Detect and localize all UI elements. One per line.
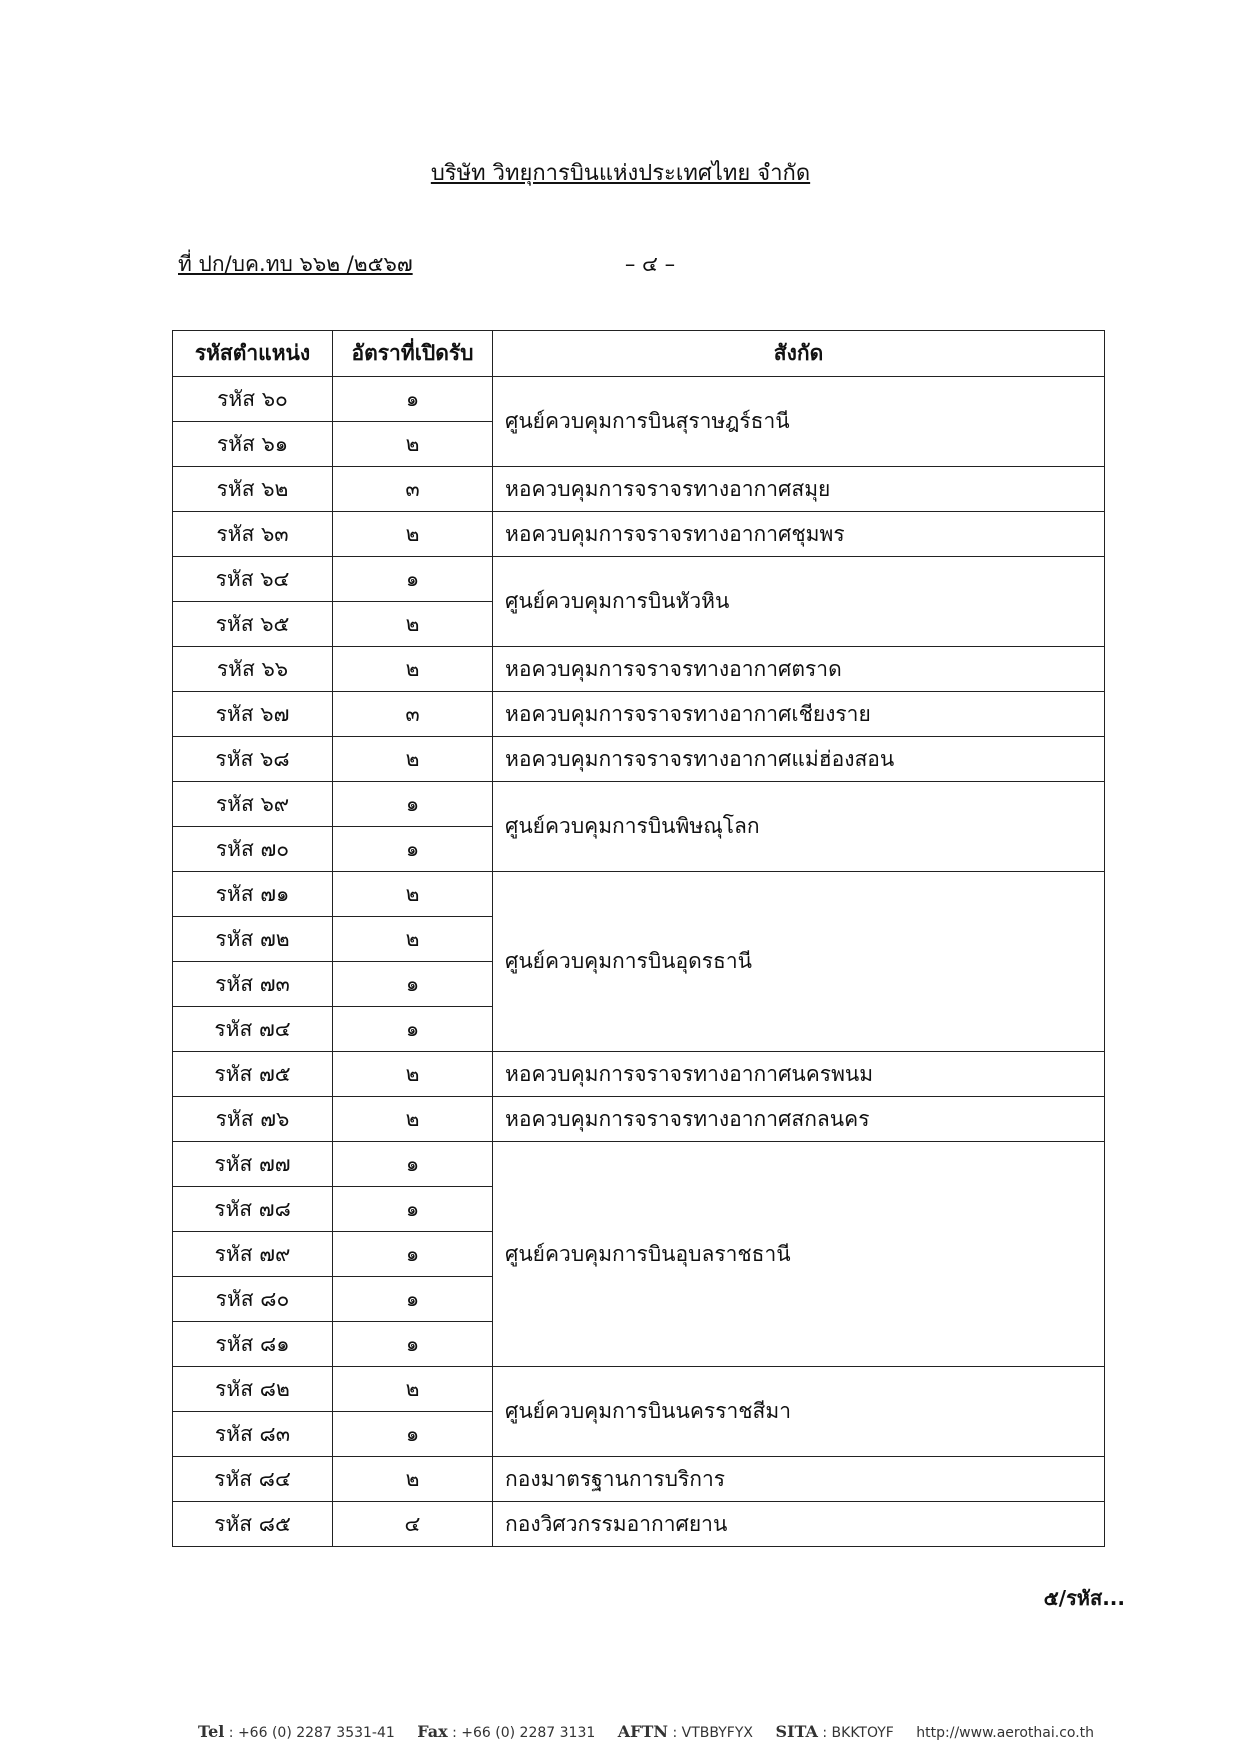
position-code: รหัส ๘๑ [173,1322,333,1367]
opening-count: ๑ [333,782,493,827]
aftn-value: : VTBBYFYX [672,1725,753,1741]
table-row [173,1052,1105,1097]
affiliation: หอควบคุมการจราจรทางอากาศสมุย [493,467,1105,512]
opening-count: ๑ [333,1232,493,1277]
website-link[interactable]: http://www.aerothai.co.th [916,1725,1095,1741]
position-code: รหัส ๗๗ [173,1142,333,1187]
affiliation: กองมาตรฐานการบริการ [493,1457,1105,1502]
affiliation: หอควบคุมการจราจรทางอากาศเชียงราย [493,692,1105,737]
column-header-rate: อัตราที่เปิดรับ [333,331,493,377]
affiliation: กองวิศวกรรมอากาศยาน [493,1502,1105,1547]
opening-count: ๑ [333,377,493,422]
opening-count: ๒ [333,1367,493,1412]
affiliation: ศูนย์ควบคุมการบินนครราชสีมา [493,1367,1105,1457]
affiliation: ศูนย์ควบคุมการบินอุดรธานี [493,872,1105,1052]
position-code: รหัส ๘๔ [173,1457,333,1502]
position-code: รหัส ๖๔ [173,557,333,602]
position-code: รหัส ๗๙ [173,1232,333,1277]
opening-count: ๑ [333,1187,493,1232]
opening-count: ๒ [333,737,493,782]
document-number: ที่ ปก/บค.ทบ ๖๖๒ /๒๕๖๗ [178,252,413,276]
table-row [173,1502,1105,1547]
position-code: รหัส ๖๕ [173,602,333,647]
position-code: รหัส ๗๒ [173,917,333,962]
table-row [173,692,1105,737]
fax-label: Fax [417,1722,448,1741]
position-code: รหัส ๘๐ [173,1277,333,1322]
opening-count: ๒ [333,917,493,962]
tel-label: Tel [198,1722,225,1741]
position-code: รหัส ๖๖ [173,647,333,692]
fax-value: : +66 (0) 2287 3131 [452,1725,596,1741]
opening-count: ๒ [333,422,493,467]
company-title: บริษัท วิทยุการบินแห่งประเทศไทย จำกัด [430,161,811,186]
opening-count: ๔ [333,1502,493,1547]
position-code: รหัส ๖๘ [173,737,333,782]
opening-count: ๓ [333,692,493,737]
opening-count: ๒ [333,1457,493,1502]
affiliation: หอควบคุมการจราจรทางอากาศสกลนคร [493,1097,1105,1142]
affiliation: ศูนย์ควบคุมการบินสุราษฎร์ธานี [493,377,1105,467]
affiliation: ศูนย์ควบคุมการบินพิษณุโลก [493,782,1105,872]
opening-count: ๒ [333,647,493,692]
opening-count: ๑ [333,1322,493,1367]
positions-table [172,330,1105,1547]
affiliation: ศูนย์ควบคุมการบินหัวหิน [493,557,1105,647]
table-row [173,1142,1105,1187]
position-code: รหัส ๗๕ [173,1052,333,1097]
column-header-unit: สังกัด [493,331,1105,377]
opening-count: ๓ [333,467,493,512]
position-code: รหัส ๗๔ [173,1007,333,1052]
table-row [173,377,1105,422]
position-code: รหัส ๘๕ [173,1502,333,1547]
position-code: รหัส ๖๙ [173,782,333,827]
table-row [173,512,1105,557]
tel-value: : +66 (0) 2287 3531-41 [228,1725,395,1741]
affiliation: หอควบคุมการจราจรทางอากาศชุมพร [493,512,1105,557]
position-code: รหัส ๖๓ [173,512,333,557]
opening-count: ๑ [333,1412,493,1457]
table-row [173,1457,1105,1502]
table-row [173,1097,1105,1142]
table-row [173,1367,1105,1412]
footer-contact-bar [198,1722,1158,1741]
opening-count: ๑ [333,1007,493,1052]
continuation-note: ๕/รหัส... [1043,1586,1125,1610]
opening-count: ๒ [333,512,493,557]
column-header-code: รหัสตำแหน่ง [173,331,333,377]
position-code: รหัส ๗๑ [173,872,333,917]
table-header-row [173,331,1105,377]
opening-count: ๒ [333,872,493,917]
position-code: รหัส ๖๑ [173,422,333,467]
position-code: รหัส ๗๓ [173,962,333,1007]
page-number: – ๔ – [624,252,676,276]
opening-count: ๑ [333,827,493,872]
aftn-label: AFTN [617,1722,669,1741]
affiliation: หอควบคุมการจราจรทางอากาศตราด [493,647,1105,692]
opening-count: ๒ [333,602,493,647]
opening-count: ๑ [333,1142,493,1187]
sita-label: SITA [775,1722,818,1741]
opening-count: ๒ [333,1097,493,1142]
table-row [173,872,1105,917]
position-code: รหัส ๖๗ [173,692,333,737]
opening-count: ๒ [333,1052,493,1097]
affiliation: ศูนย์ควบคุมการบินอุบลราชธานี [493,1142,1105,1367]
table-row [173,737,1105,782]
position-code: รหัส ๘๓ [173,1412,333,1457]
affiliation: หอควบคุมการจราจรทางอากาศแม่ฮ่องสอน [493,737,1105,782]
opening-count: ๑ [333,962,493,1007]
table-row [173,467,1105,512]
table-row [173,647,1105,692]
opening-count: ๑ [333,557,493,602]
table-row [173,557,1105,602]
position-code: รหัส ๘๒ [173,1367,333,1412]
position-code: รหัส ๗๖ [173,1097,333,1142]
table-row [173,782,1105,827]
sita-value: : BKKTOYF [822,1725,894,1741]
opening-count: ๑ [333,1277,493,1322]
affiliation: หอควบคุมการจราจรทางอากาศนครพนม [493,1052,1105,1097]
position-code: รหัส ๗๘ [173,1187,333,1232]
position-code: รหัส ๖๒ [173,467,333,512]
position-code: รหัส ๖๐ [173,377,333,422]
position-code: รหัส ๗๐ [173,827,333,872]
